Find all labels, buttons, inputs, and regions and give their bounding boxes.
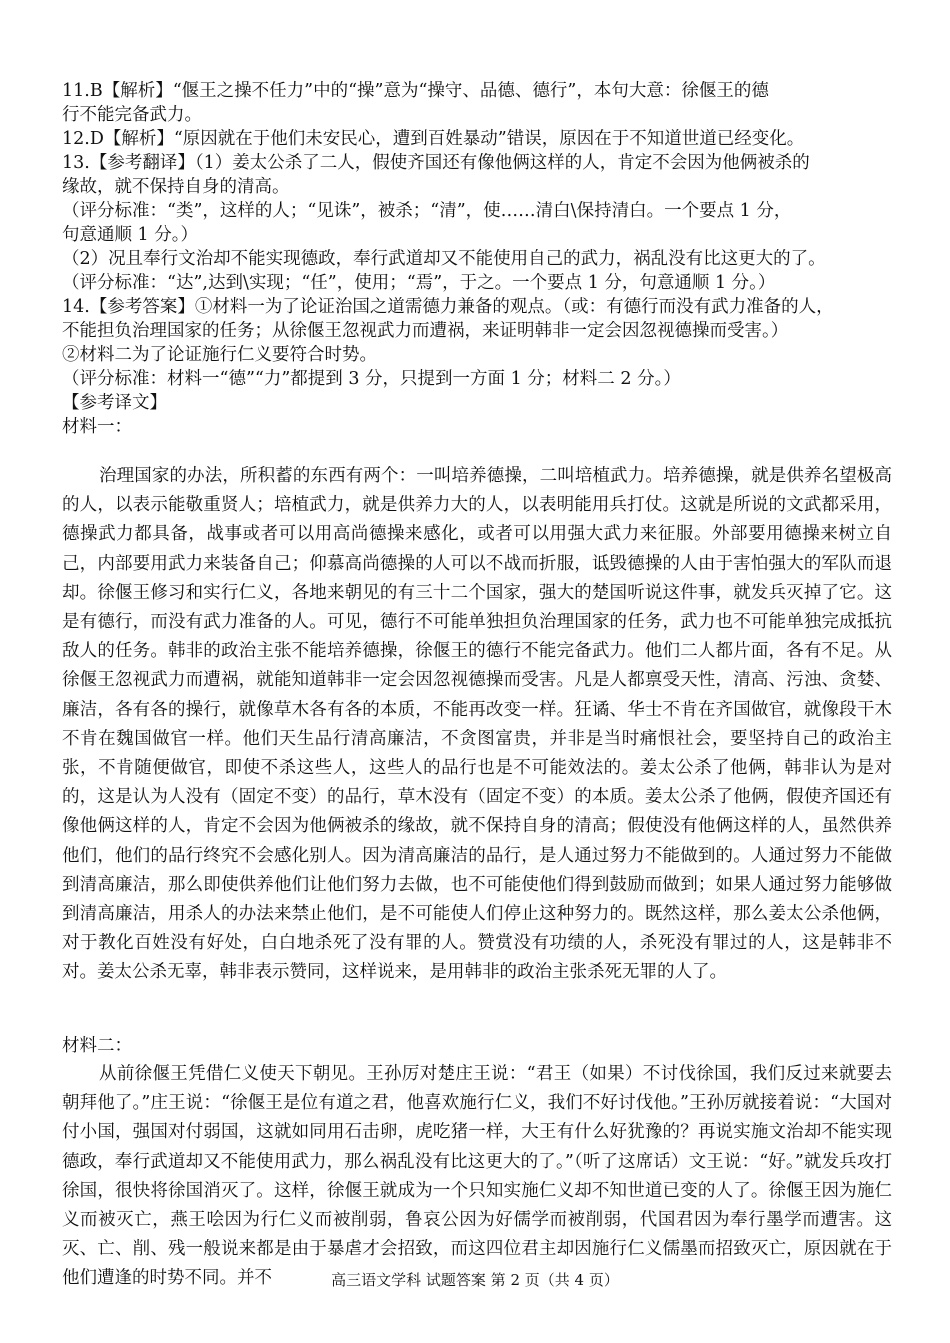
answer-line: （评分标准：“达”,达到\实现；“任”，使用；“焉”，于之。一个要点 1 分，句意通顺 1 分。） bbox=[62, 273, 776, 293]
material-two-label: 材料二： bbox=[62, 1036, 132, 1056]
answer-line: 不能担负治理国家的任务；从徐偃王忽视武力而遭祸，来证明韩非一定会因忽视德操而受害。） bbox=[62, 321, 789, 341]
answer-line: 12.D【解析】“原因就在于他们未安民心，遭到百姓暴动”错误，原因在于不知道世道已经变化。 bbox=[62, 129, 805, 149]
answer-line: ②材料二为了论证施行仁义要符合时势。 bbox=[62, 345, 377, 365]
material-one-translation: 治理国家的办法，所积蓄的东西有两个：一叫培养德操，二叫培植武力。培养德操，就是供养名望极高的人，以表示能敬重贤人；培植武力，就是供养力大的人，以表明能用兵打仗。这就是所说的文武都采用，德操武力都具备，战事或者可以用高尚德操来感化，或者可以用强大武力来征服。外部要用德操来树立自己，内部要用武力来装备自己；仰慕高尚德操的人可以不战而折服，诋毁德操的人由于害怕强大的军队而退却。徐偃王修习和实行仁义，各地来朝见的有三十二个国家，强大的楚国听说这件事，就发兵灭掉了它。这是有德行，而没有武力准备的人。可见，德行不可能单独担负治理国家的任务，武力也不可能单独完成抵抗敌人的任务。韩非的政治主张不能培养德操，徐偃王的德行不能完备武力。他们二人都片面，各有不足。从徐偃王忽视武力而遭祸，就能知道韩非一定会因忽视德操而受害。凡是人都禀受天性，清高、污浊、贪婪、廉洁，各有各的操行，就像草木各有各的本质，不能再改变一样。狂谲、华士不肯在齐国做官，就像段干木不肯在魏国做官一样。他们天生品行清高廉洁，不贪图富贵，并非是当时痛恨社会，要坚持自己的政治主张，不肯随便做官，即使不杀这些人，这些人的品行也是不可能效法的。姜太公杀了他俩，韩非认为是对的，这是认为人没有（固定不变）的品行，草木没有（固定不变）的本质。姜太公杀了他俩，假使齐国还有像他俩这样的人，肯定不会因为他俩被杀的缘故，就不保持自身的清高；假使没有他俩这样的人，虽然供养他们，他们的品行终究不会感化别人。因为清高廉洁的品行，是人通过努力不能做到的。人通过努力不能做到清高廉洁，那么即使供养他们让他们努力去做，也不可能使他们得到鼓励而做到；如果人通过努力能够做到清高廉洁，用杀人的办法来禁止他们，是不可能使人们停止这种努力的。既然这样，那么姜太公杀他俩，对于教化百姓没有好处，白白地杀死了没有罪的人。赞赏没有功绩的人，杀死没有罪过的人，这是韩非不对。姜太公杀无辜，韩非表示赞同，这样说来，是用韩非的政治主张杀死无罪的人了。 bbox=[62, 466, 892, 983]
answer-line: 11.B【解析】“偃王之操不任力”中的“操”意为“操守、品德、德行”，本句大意：徐偃王的德 bbox=[62, 81, 769, 101]
answer-line: （评分标准：材料一“德”“力”都提到 3 分，只提到一方面 1 分；材料二 2 分。） bbox=[62, 369, 681, 389]
answer-line: 缘故，就不保持自身的清高。 bbox=[62, 177, 290, 197]
answer-line: （2）况且奉行文治却不能实现德政，奉行武道却又不能使用自己的武力，祸乱没有比这更大的了。 bbox=[62, 249, 826, 269]
answer-line: 13.【参考翻译】（1）姜太公杀了二人，假使齐国还有像他俩这样的人，肯定不会因为他俩被杀的 bbox=[62, 153, 810, 173]
page-footer: 高三语文学科 试题答案 第 2 页（共 4 页） bbox=[331, 1271, 619, 1289]
answer-section bbox=[62, 79, 892, 439]
answer-line: 行不能完备武力。 bbox=[62, 105, 202, 125]
material-two-translation: 从前徐偃王凭借仁义使天下朝见。王孙厉对楚庄王说：“君王（如果）不讨伐徐国，我们反过来就要去朝拜他了。”庄王说：“徐偃王是位有道之君，他喜欢施行仁义，我们不好讨伐他。”王孙厉就接着说：“大国对付小国，强国对付弱国，这就如同用石击卵，虎吃猪一样，大王有什么好犹豫的？再说实施文治却不能实现德政，奉行武道却又不能使用武力，那么祸乱没有比这更大的了。”（听了这席话）文王说：“好。”就发兵攻打徐国，很快将徐国消灭了。这样，徐偃王就成为一个只知实施仁义却不知世道已变的人了。徐偃王因为施仁义而被灭亡，燕王哙因为行仁义而被削弱，鲁哀公因为好儒学而被削弱，代国君因为奉行墨学而遭害。这灭、亡、削、残一般说来都是由于暴虐才会招致，而这四位君主却因施行仁义儒墨而招致灭亡，原因就在于他们遭逢的时势不同。并不 bbox=[62, 1064, 892, 1289]
answer-line: 【参考译文】 bbox=[62, 393, 167, 413]
answer-line: （评分标准：“类”，这样的人；“见诛”，被杀；“清”，使……清白\保持清白。一个要点 1 分， bbox=[62, 201, 792, 221]
answer-line: 句意通顺 1 分。） bbox=[62, 225, 199, 245]
answer-line: 14.【参考答案】①材料一为了论证治国之道需德力兼备的观点。（或：有德行而没有武力准备的人， bbox=[62, 297, 834, 317]
answer-line: 材料一： bbox=[62, 417, 132, 437]
